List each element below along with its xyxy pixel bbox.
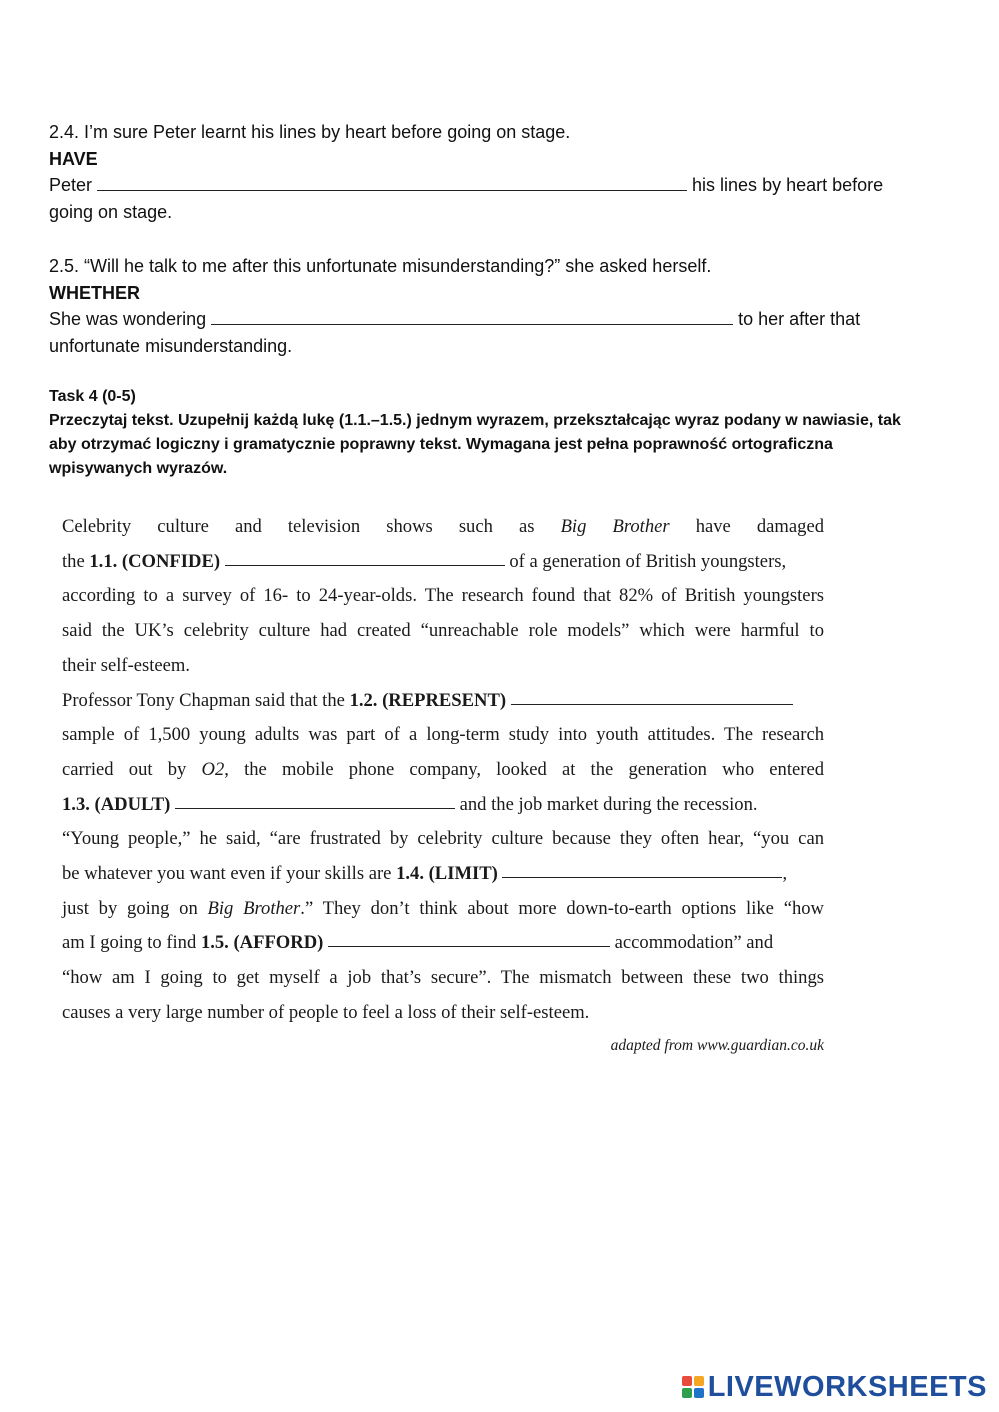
gap-input-1-2[interactable] bbox=[511, 691, 793, 711]
sentence-start: She was wondering bbox=[49, 309, 207, 329]
text-line: am I going to find 1.5. (AFFORD) accommodation” and bbox=[62, 926, 824, 961]
text-line: just by going on Big Brother.” They don’t think about more down-to-earth options like “how bbox=[62, 897, 824, 919]
logo-text: LIVEWORKSHEETS bbox=[707, 1370, 987, 1403]
gap-input-1-5[interactable] bbox=[328, 933, 610, 953]
sentence-end: his lines by heart before bbox=[692, 175, 884, 195]
text-line: said the UK’s celebrity culture had created “unreachable role models” which were harmful to bbox=[62, 620, 824, 642]
text-line: 1.3. (ADULT) and the job market during the recession. bbox=[62, 788, 824, 823]
item-prompt: 2.4. I’m sure Peter learnt his lines by heart before going on stage. bbox=[49, 122, 571, 142]
text-line: according to a survey of 16- to 24-year-olds. The research found that 82% of British youngsters bbox=[62, 585, 824, 607]
item-prompt: 2.5. “Will he talk to me after this unfortunate misunderstanding?” she asked herself. bbox=[49, 256, 712, 276]
keyword: HAVE bbox=[49, 148, 98, 169]
text-line: their self-esteem. bbox=[62, 654, 191, 676]
sentence-continuation: going on stage. bbox=[49, 201, 173, 222]
answer-gap-2-4[interactable] bbox=[97, 172, 687, 191]
text-line: “how am I going to get myself a job that’s secure”. The mismatch between these two things bbox=[62, 967, 824, 989]
item-2-5 bbox=[49, 253, 929, 359]
text-line: causes a very large number of people to feel a loss of their self-esteem. bbox=[62, 1001, 590, 1023]
answer-sentence bbox=[49, 306, 929, 333]
liveworksheets-logo[interactable] bbox=[682, 1370, 987, 1404]
text-line: the 1.1. (CONFIDE) of a generation of British youngsters, bbox=[62, 545, 824, 580]
gap-label-1-5: 1.5. (AFFORD) bbox=[200, 932, 324, 954]
sentence-end: to her after that bbox=[738, 309, 861, 329]
gap-1-2[interactable] bbox=[511, 684, 793, 705]
gap-input-1-4[interactable] bbox=[502, 864, 782, 884]
gap-label-1-4: 1.4. (LIMIT) bbox=[396, 863, 498, 885]
text-line: sample of 1,500 young adults was part of a long-term study into youth attitudes. The research bbox=[62, 724, 824, 746]
gap-input-1-3[interactable] bbox=[175, 795, 455, 815]
answer-gap-2-5[interactable] bbox=[211, 306, 733, 325]
task-4-header bbox=[49, 385, 929, 481]
gap-input-1-1[interactable] bbox=[225, 552, 505, 572]
task-title: Task 4 (0-5) bbox=[49, 388, 136, 405]
sentence-continuation: unfortunate misunderstanding. bbox=[49, 335, 293, 356]
answer-sentence bbox=[49, 172, 929, 199]
answer-input-2-5[interactable] bbox=[211, 311, 733, 329]
text-line: carried out by O2, the mobile phone company, looked at the generation who entered bbox=[62, 758, 825, 780]
text-line: “Young people,” he said, “are frustrated by celebrity culture because they often hear, “you can bbox=[62, 828, 824, 850]
answer-input-2-4[interactable] bbox=[97, 177, 687, 195]
source-credit: adapted from www.guardian.co.uk bbox=[610, 1036, 824, 1054]
keyword: WHETHER bbox=[49, 282, 140, 303]
sentence-start: Peter bbox=[49, 175, 93, 195]
gap-1-5[interactable] bbox=[328, 926, 610, 947]
text-line: Professor Tony Chapman said that the 1.2. (REPRESENT) bbox=[62, 684, 824, 719]
text-line: be whatever you want even if your skills are 1.4. (LIMIT) , bbox=[62, 857, 824, 892]
gap-label-1-2: 1.2. (REPRESENT) bbox=[349, 689, 507, 711]
gap-1-3[interactable] bbox=[175, 788, 455, 809]
gap-1-4[interactable] bbox=[502, 857, 782, 878]
reading-text bbox=[62, 510, 824, 1061]
gap-label-1-3: 1.3. (ADULT) bbox=[62, 793, 171, 815]
item-2-4 bbox=[49, 119, 929, 225]
gap-label-1-1: 1.1. (CONFIDE) bbox=[89, 550, 221, 572]
text-line: Celebrity culture and television shows such as Big Brother have damaged bbox=[62, 516, 824, 537]
logo-squares-icon bbox=[682, 1376, 704, 1398]
gap-1-1[interactable] bbox=[225, 545, 505, 566]
task-instruction: Przeczytaj tekst. Uzupełnij każdą lukę (1.1.–1.5.) jednym wyrazem, przekształcając wyraz podany w nawiasie, tak aby otrzymać logiczny i gramatycznie poprawny tekst. Wymagana jest pełna poprawność ortograficzna wpisywanych wyrazów. bbox=[49, 412, 901, 477]
